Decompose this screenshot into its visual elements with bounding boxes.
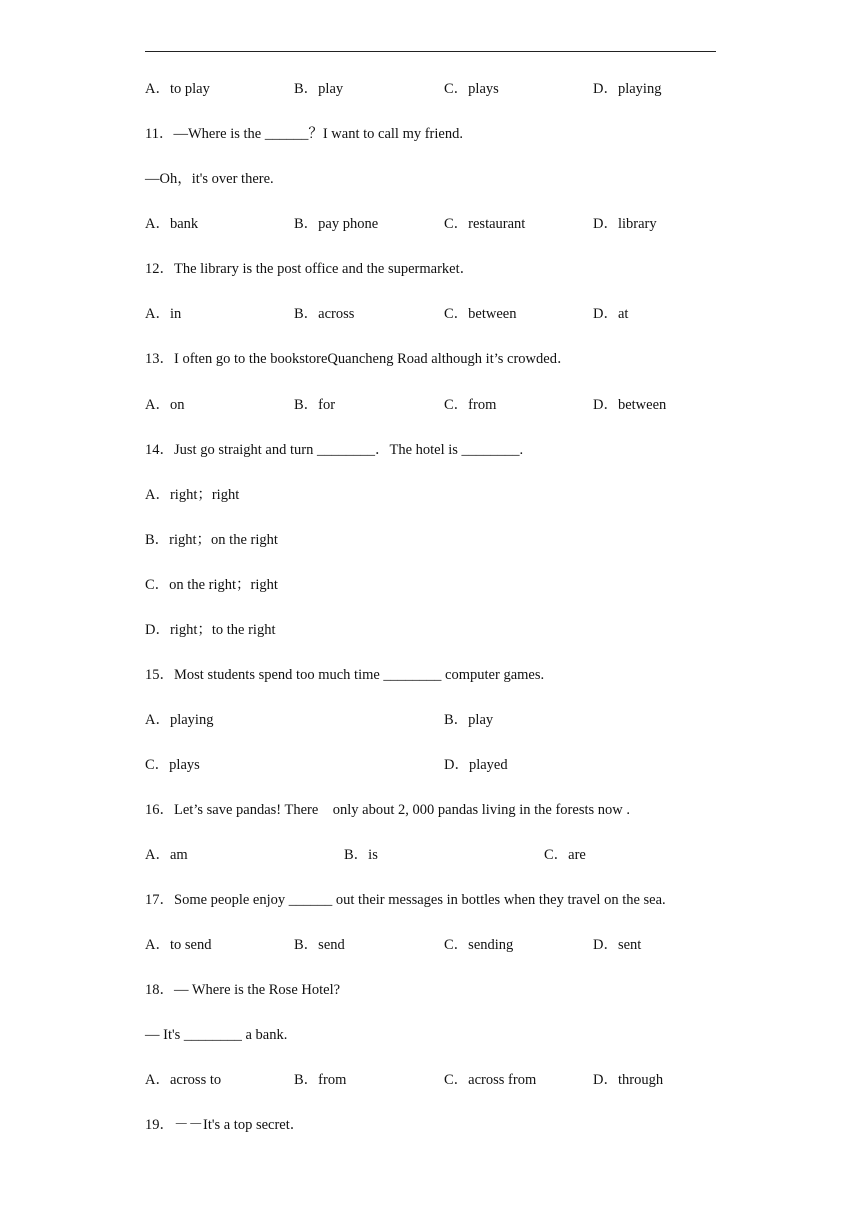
- question-17-stem: 17．Some people enjoy ______ out their messages in bottles when they travel on the sea.: [145, 892, 666, 908]
- question-13-options: [145, 396, 725, 414]
- option-c[interactable]: C．from: [444, 397, 497, 413]
- option-b[interactable]: B．from: [294, 1072, 347, 1088]
- question-19-stem: 19．－－It's a top secret．: [145, 1117, 305, 1133]
- option-c[interactable]: C．sending: [444, 937, 514, 953]
- option-c[interactable]: C．plays: [145, 757, 200, 773]
- option-d[interactable]: D．through: [593, 1072, 664, 1088]
- question-16-options: [145, 846, 725, 864]
- option-b[interactable]: B．across: [294, 306, 355, 322]
- question-12-stem: 12．The library is the post office and the supermarket．: [145, 261, 475, 277]
- option-b[interactable]: B．for: [294, 397, 336, 413]
- option-a[interactable]: A．on: [145, 397, 185, 413]
- option-b[interactable]: B．pay phone: [294, 216, 379, 232]
- header-rule: [145, 51, 716, 52]
- option-a[interactable]: A．bank: [145, 216, 199, 232]
- option-d[interactable]: D．library: [593, 216, 657, 232]
- option-c[interactable]: C．between: [444, 306, 517, 322]
- option-a[interactable]: A．to send: [145, 937, 212, 953]
- option-c[interactable]: C．restaurant: [444, 216, 526, 232]
- option-c[interactable]: C．across from: [444, 1072, 537, 1088]
- option-d[interactable]: D．between: [593, 397, 667, 413]
- option-b[interactable]: B．right；on the right: [145, 532, 278, 548]
- option-a[interactable]: A．in: [145, 306, 182, 322]
- option-c[interactable]: C．plays: [444, 81, 499, 97]
- question-11-options: [145, 215, 725, 233]
- option-d[interactable]: D．at: [593, 306, 629, 322]
- question-15-options-row-1: [145, 711, 725, 729]
- question-18-reply: — It's ________ a bank.: [145, 1027, 288, 1043]
- option-a[interactable]: A．across to: [145, 1072, 222, 1088]
- option-b[interactable]: B．play: [444, 712, 494, 728]
- option-d[interactable]: D．sent: [593, 937, 642, 953]
- question-13-stem: 13．I often go to the bookstoreQuancheng Road although it’s crowded．: [145, 351, 572, 367]
- question-11-stem: 11．—Where is the ______？I want to call my friend.: [145, 126, 463, 142]
- option-d[interactable]: D．right；to the right: [145, 622, 276, 638]
- option-a[interactable]: A．playing: [145, 712, 214, 728]
- option-b[interactable]: B．send: [294, 937, 345, 953]
- option-d[interactable]: D．played: [444, 757, 508, 773]
- question-18-options: [145, 1071, 725, 1089]
- prev-options: [145, 80, 725, 98]
- question-11-reply: —Oh，it's over there.: [145, 171, 274, 187]
- question-15-options-row-2: [145, 756, 725, 774]
- question-18-stem: 18．— Where is the Rose Hotel?: [145, 982, 341, 998]
- option-a[interactable]: A．am: [145, 847, 188, 863]
- option-c[interactable]: C．are: [544, 847, 586, 863]
- option-c[interactable]: C．on the right；right: [145, 577, 278, 593]
- question-12-options: [145, 305, 725, 323]
- question-15-stem: 15．Most students spend too much time ________ computer games.: [145, 667, 545, 683]
- option-a[interactable]: A．right；right: [145, 487, 240, 503]
- question-14-stem: 14．Just go straight and turn ________．The hotel is ________.: [145, 442, 524, 458]
- question-16-stem: 16．Let’s save pandas! There only about 2, 000 pandas living in the forests now .: [145, 802, 630, 818]
- option-a[interactable]: A．to play: [145, 81, 210, 97]
- option-d[interactable]: D．playing: [593, 81, 662, 97]
- option-b[interactable]: B．play: [294, 81, 344, 97]
- option-b[interactable]: B．is: [344, 847, 378, 863]
- question-17-options: [145, 936, 725, 954]
